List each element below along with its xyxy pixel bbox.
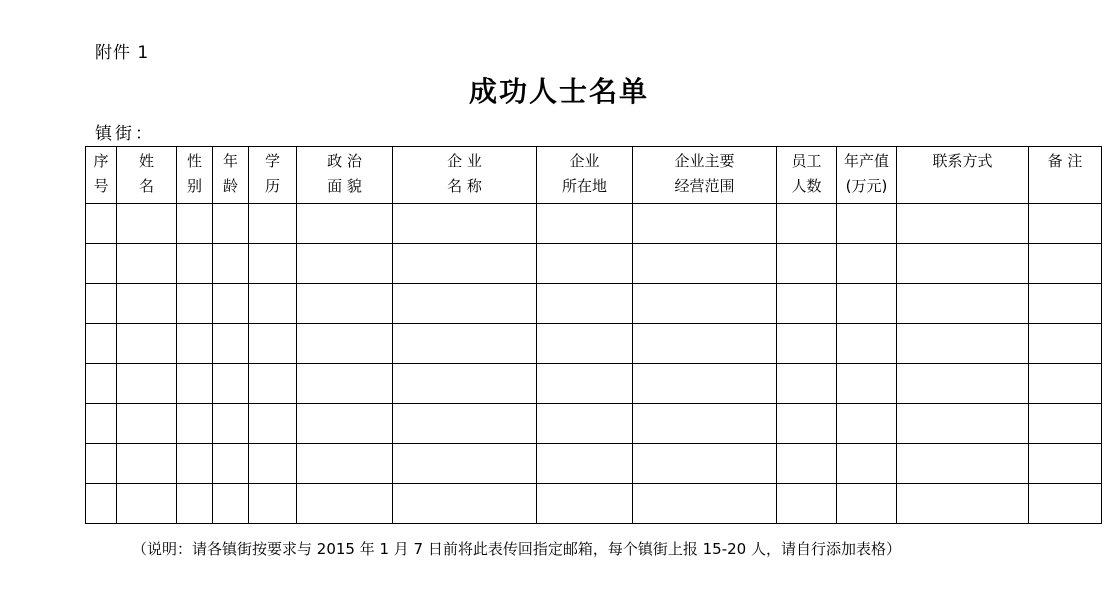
cell-company-name[interactable]: [393, 204, 537, 244]
cell-company-name[interactable]: [393, 484, 537, 524]
cell-political[interactable]: [297, 484, 393, 524]
cell-seq[interactable]: [86, 484, 117, 524]
cell-education[interactable]: [249, 364, 297, 404]
table-body: [86, 204, 1102, 524]
cell-name[interactable]: [117, 244, 177, 284]
cell-business-scope[interactable]: [633, 444, 777, 484]
col-header-seq: 序 号: [86, 147, 117, 204]
cell-company-location[interactable]: [537, 244, 633, 284]
col-header-employees: 员工 人数: [777, 147, 837, 204]
cell-remarks[interactable]: [1029, 244, 1102, 284]
cell-political[interactable]: [297, 364, 393, 404]
table-row: [86, 404, 1102, 444]
col-header-name: 姓 名: [117, 147, 177, 204]
cell-seq[interactable]: [86, 364, 117, 404]
town-label: 镇街：: [95, 124, 155, 144]
cell-education[interactable]: [249, 204, 297, 244]
cell-company-location[interactable]: [537, 284, 633, 324]
cell-name[interactable]: [117, 204, 177, 244]
cell-seq[interactable]: [86, 204, 117, 244]
cell-age[interactable]: [213, 284, 249, 324]
cell-contact[interactable]: [897, 484, 1029, 524]
cell-business-scope[interactable]: [633, 244, 777, 284]
cell-contact[interactable]: [897, 284, 1029, 324]
cell-education[interactable]: [249, 404, 297, 444]
cell-business-scope[interactable]: [633, 364, 777, 404]
cell-political[interactable]: [297, 284, 393, 324]
cell-name[interactable]: [117, 364, 177, 404]
cell-remarks[interactable]: [1029, 484, 1102, 524]
cell-remarks[interactable]: [1029, 364, 1102, 404]
cell-company-name[interactable]: [393, 324, 537, 364]
cell-business-scope[interactable]: [633, 204, 777, 244]
cell-political[interactable]: [297, 404, 393, 444]
col-header-contact: 联系方式: [897, 147, 1029, 204]
cell-age[interactable]: [213, 324, 249, 364]
cell-name[interactable]: [117, 444, 177, 484]
cell-gender[interactable]: [177, 404, 213, 444]
cell-gender[interactable]: [177, 284, 213, 324]
table-row: [86, 284, 1102, 324]
cell-annual-output[interactable]: [837, 204, 897, 244]
cell-company-name[interactable]: [393, 364, 537, 404]
cell-company-location[interactable]: [537, 484, 633, 524]
cell-contact[interactable]: [897, 364, 1029, 404]
table-row: [86, 484, 1102, 524]
cell-employees[interactable]: [777, 404, 837, 444]
table-header-row: [86, 147, 1102, 204]
cell-annual-output[interactable]: [837, 444, 897, 484]
cell-company-location[interactable]: [537, 364, 633, 404]
cell-remarks[interactable]: [1029, 324, 1102, 364]
cell-age[interactable]: [213, 364, 249, 404]
cell-remarks[interactable]: [1029, 284, 1102, 324]
col-header-company-location: 企业 所在地: [537, 147, 633, 204]
cell-contact[interactable]: [897, 444, 1029, 484]
cell-seq[interactable]: [86, 324, 117, 364]
cell-gender[interactable]: [177, 364, 213, 404]
cell-contact[interactable]: [897, 244, 1029, 284]
cell-gender[interactable]: [177, 204, 213, 244]
cell-contact[interactable]: [897, 404, 1029, 444]
cell-contact[interactable]: [897, 324, 1029, 364]
cell-company-location[interactable]: [537, 324, 633, 364]
cell-political[interactable]: [297, 244, 393, 284]
cell-business-scope[interactable]: [633, 284, 777, 324]
cell-annual-output[interactable]: [837, 484, 897, 524]
cell-remarks[interactable]: [1029, 404, 1102, 444]
cell-employees[interactable]: [777, 244, 837, 284]
cell-political[interactable]: [297, 204, 393, 244]
col-header-remarks: 备 注: [1029, 147, 1102, 204]
cell-political[interactable]: [297, 324, 393, 364]
cell-annual-output[interactable]: [837, 284, 897, 324]
cell-annual-output[interactable]: [837, 324, 897, 364]
cell-gender[interactable]: [177, 444, 213, 484]
cell-gender[interactable]: [177, 324, 213, 364]
cell-seq[interactable]: [86, 444, 117, 484]
table-row: [86, 204, 1102, 244]
cell-company-location[interactable]: [537, 444, 633, 484]
cell-education[interactable]: [249, 444, 297, 484]
cell-seq[interactable]: [86, 284, 117, 324]
cell-company-name[interactable]: [393, 404, 537, 444]
cell-company-name[interactable]: [393, 444, 537, 484]
cell-employees[interactable]: [777, 364, 837, 404]
cell-age[interactable]: [213, 244, 249, 284]
cell-name[interactable]: [117, 324, 177, 364]
cell-contact[interactable]: [897, 204, 1029, 244]
cell-business-scope[interactable]: [633, 324, 777, 364]
cell-education[interactable]: [249, 284, 297, 324]
cell-business-scope[interactable]: [633, 404, 777, 444]
cell-employees[interactable]: [777, 484, 837, 524]
cell-age[interactable]: [213, 404, 249, 444]
instruction-note: （说明：请各镇街按要求与 2015 年 1 月 7 日前将此表传回指定邮箱，每个镇街上报 15-20 人，请自行添加表格）: [132, 540, 901, 558]
cell-company-location[interactable]: [537, 404, 633, 444]
cell-name[interactable]: [117, 404, 177, 444]
cell-employees[interactable]: [777, 204, 837, 244]
cell-remarks[interactable]: [1029, 204, 1102, 244]
cell-seq[interactable]: [86, 404, 117, 444]
col-header-political: 政 治 面 貌: [297, 147, 393, 204]
cell-name[interactable]: [117, 484, 177, 524]
cell-name[interactable]: [117, 284, 177, 324]
cell-education[interactable]: [249, 484, 297, 524]
cell-gender[interactable]: [177, 244, 213, 284]
col-header-gender: 性 别: [177, 147, 213, 204]
cell-gender[interactable]: [177, 484, 213, 524]
col-header-age: 年 龄: [213, 147, 249, 204]
col-header-company-name: 企 业 名 称: [393, 147, 537, 204]
col-header-business-scope: 企业主要 经营范围: [633, 147, 777, 204]
cell-employees[interactable]: [777, 324, 837, 364]
col-header-annual-output: 年产值 (万元): [837, 147, 897, 204]
cell-age[interactable]: [213, 444, 249, 484]
table-row: [86, 444, 1102, 484]
cell-remarks[interactable]: [1029, 444, 1102, 484]
page-title: 成功人士名单: [468, 75, 649, 108]
cell-business-scope[interactable]: [633, 484, 777, 524]
col-header-education: 学 历: [249, 147, 297, 204]
cell-political[interactable]: [297, 444, 393, 484]
cell-employees[interactable]: [777, 284, 837, 324]
roster-table: [85, 146, 1102, 524]
cell-seq[interactable]: [86, 244, 117, 284]
table-row: [86, 324, 1102, 364]
table-row: [86, 364, 1102, 404]
cell-employees[interactable]: [777, 444, 837, 484]
table-row: [86, 244, 1102, 284]
cell-company-name[interactable]: [393, 244, 537, 284]
attachment-label: 附件 1: [95, 43, 150, 63]
cell-annual-output[interactable]: [837, 244, 897, 284]
cell-company-name[interactable]: [393, 284, 537, 324]
cell-annual-output[interactable]: [837, 364, 897, 404]
cell-education[interactable]: [249, 324, 297, 364]
cell-age[interactable]: [213, 484, 249, 524]
cell-age[interactable]: [213, 204, 249, 244]
cell-annual-output[interactable]: [837, 404, 897, 444]
cell-education[interactable]: [249, 244, 297, 284]
cell-company-location[interactable]: [537, 204, 633, 244]
